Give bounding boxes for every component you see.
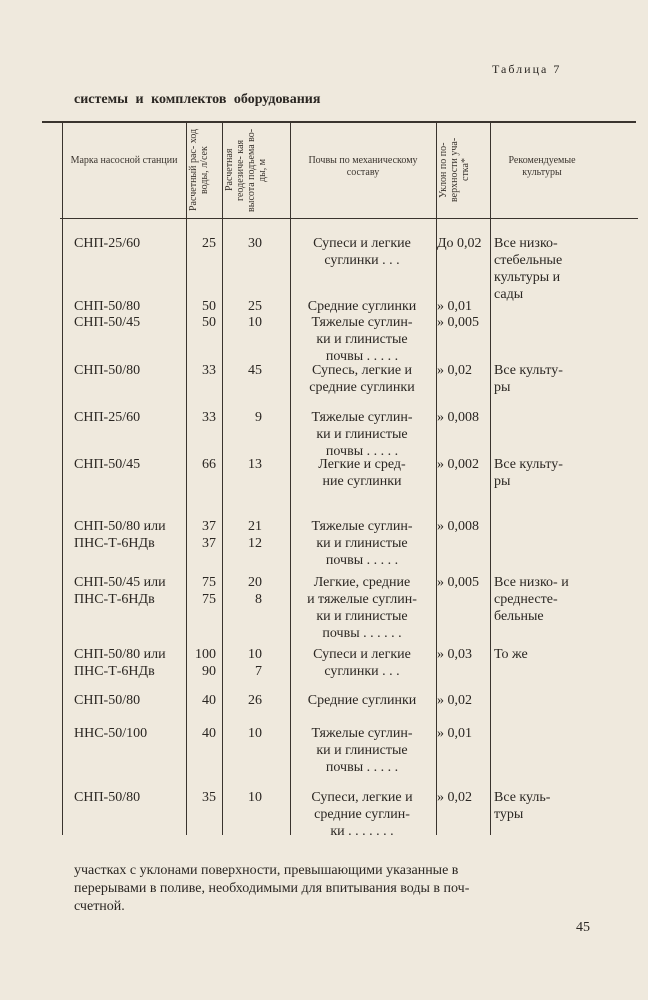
height-cell: 30 <box>248 236 262 251</box>
soil-cell: Тяжелые суглин- <box>311 519 413 534</box>
slope-cell: » 0,008 <box>437 410 479 425</box>
soil-cell: ки и глинистые <box>316 427 408 442</box>
height-cell: 26 <box>248 693 262 708</box>
soil-cell: Легкие, средние <box>313 575 411 590</box>
station-cell: ПНС-Т-6НДв <box>74 536 155 551</box>
crop-cell: среднесте- <box>494 592 558 607</box>
flow-cell: 33 <box>202 363 216 378</box>
soil-cell: и тяжелые суглин- <box>307 592 417 607</box>
column-divider <box>62 122 63 835</box>
height-cell: 21 <box>248 519 262 534</box>
soil-cell: ки и глинистые <box>316 609 408 624</box>
table-top-rule <box>42 121 636 123</box>
soil-cell: Супеси и легкие <box>313 236 411 251</box>
crop-cell: Все низко- <box>494 236 558 251</box>
height-cell: 10 <box>248 315 262 330</box>
crop-cell: Все низко- и <box>494 575 569 590</box>
height-cell: 10 <box>248 790 262 805</box>
slope-cell: » 0,008 <box>437 519 479 534</box>
height-cell: 13 <box>248 457 262 472</box>
slope-cell: » 0,02 <box>437 693 472 708</box>
table-heading: системы и комплектов оборудования <box>74 92 321 107</box>
column-header-slope: Уклон по по- верхности уча- стка* <box>438 137 471 203</box>
flow-cell: 37 <box>202 519 216 534</box>
station-cell: ПНС-Т-6НДв <box>74 592 155 607</box>
soil-cell: средние суглин- <box>314 807 410 822</box>
footnote-line: перерывами в поливе, необходимыми для впитывания воды в поч- <box>74 881 470 896</box>
soil-cell: Тяжелые суглин- <box>311 726 413 741</box>
height-cell: 7 <box>255 664 262 679</box>
station-cell: СНП-50/45 или <box>74 575 166 590</box>
flow-cell: 50 <box>202 299 216 314</box>
column-header-height: Расчетная геодезиче- кая высота подъема во- ды, м <box>224 128 268 212</box>
column-header-soils: Почвы по механическому составу <box>308 155 418 178</box>
soil-cell: почвы . . . . . . <box>322 626 402 641</box>
soil-cell: Супеси и легкие <box>313 647 411 662</box>
soil-cell: ки и глинистые <box>316 332 408 347</box>
station-cell: СНП-50/80 <box>74 693 141 708</box>
soil-cell: почвы . . . . . <box>325 349 399 364</box>
soil-cell: Супеси, легкие и <box>311 790 413 805</box>
flow-cell: 25 <box>202 236 216 251</box>
column-header-station: Марка насосной станции <box>70 155 178 166</box>
column-divider <box>290 122 291 835</box>
soil-cell: ки . . . . . . . <box>330 824 394 839</box>
slope-cell: » 0,02 <box>437 363 472 378</box>
table-header-rule <box>60 218 638 219</box>
table-label: Таблица 7 <box>492 62 562 76</box>
station-cell: СНП-50/45 <box>74 315 141 330</box>
flow-cell: 66 <box>202 457 216 472</box>
slope-cell: » 0,02 <box>437 790 472 805</box>
flow-cell: 35 <box>202 790 216 805</box>
flow-cell: 40 <box>202 726 216 741</box>
flow-cell: 37 <box>202 536 216 551</box>
flow-cell: 100 <box>195 647 216 662</box>
station-cell: СНП-50/45 <box>74 457 141 472</box>
station-cell: СНП-50/80 <box>74 363 141 378</box>
station-cell: СНП-50/80 или <box>74 647 166 662</box>
soil-cell: Легкие и сред- <box>318 457 406 472</box>
crop-cell: То же <box>494 647 528 662</box>
slope-cell: До 0,02 <box>437 236 482 251</box>
crop-cell: бельные <box>494 609 544 624</box>
slope-cell: » 0,002 <box>437 457 479 472</box>
soil-cell: ки и глинистые <box>316 743 408 758</box>
station-cell: СНП-25/60 <box>74 236 141 251</box>
slope-cell: » 0,01 <box>437 726 472 741</box>
flow-cell: 90 <box>202 664 216 679</box>
soil-cell: Тяжелые суглин- <box>311 410 413 425</box>
soil-cell: почвы . . . . . <box>325 444 399 459</box>
crop-cell: Все куль- <box>494 790 551 805</box>
flow-cell: 33 <box>202 410 216 425</box>
slope-cell: » 0,005 <box>437 315 479 330</box>
footnote-line: участках с уклонами поверхности, превышающими указанные в <box>74 863 459 878</box>
column-divider <box>222 122 223 835</box>
height-cell: 10 <box>248 647 262 662</box>
height-cell: 12 <box>248 536 262 551</box>
soil-cell: Супесь, легкие и <box>311 363 413 378</box>
crop-cell: стебельные <box>494 253 563 268</box>
footnote-line: счетной. <box>74 899 125 914</box>
station-cell: СНП-50/80 <box>74 299 141 314</box>
soil-cell: суглинки . . . <box>324 253 400 268</box>
page-number: 45 <box>576 920 590 935</box>
slope-cell: » 0,03 <box>437 647 472 662</box>
soil-cell: ние суглинки <box>322 474 402 489</box>
station-cell: СНП-25/60 <box>74 410 141 425</box>
soil-cell: Тяжелые суглин- <box>311 315 413 330</box>
column-header-flow: Расчетный рас- ход воды, л/сек <box>188 128 210 212</box>
height-cell: 45 <box>248 363 262 378</box>
column-divider <box>186 122 187 835</box>
soil-cell: ки и глинистые <box>316 536 408 551</box>
crop-cell: туры <box>494 807 524 822</box>
height-cell: 25 <box>248 299 262 314</box>
flow-cell: 75 <box>202 575 216 590</box>
soil-cell: почвы . . . . . <box>325 760 399 775</box>
flow-cell: 75 <box>202 592 216 607</box>
crop-cell: культуры и <box>494 270 561 285</box>
soil-cell: Средние суглинки <box>307 693 417 708</box>
crop-cell: сады <box>494 287 524 302</box>
station-cell: ПНС-Т-6НДв <box>74 664 155 679</box>
height-cell: 20 <box>248 575 262 590</box>
crop-cell: Все культу- <box>494 363 563 378</box>
soil-cell: Средние суглинки <box>307 299 417 314</box>
crop-cell: Все культу- <box>494 457 563 472</box>
crop-cell: ры <box>494 474 511 489</box>
station-cell: ННС-50/100 <box>74 726 148 741</box>
flow-cell: 50 <box>202 315 216 330</box>
height-cell: 10 <box>248 726 262 741</box>
height-cell: 8 <box>255 592 262 607</box>
slope-cell: » 0,005 <box>437 575 479 590</box>
soil-cell: средние суглинки <box>309 380 415 395</box>
height-cell: 9 <box>255 410 262 425</box>
flow-cell: 40 <box>202 693 216 708</box>
crop-cell: ры <box>494 380 511 395</box>
slope-cell: » 0,01 <box>437 299 472 314</box>
column-header-crops: Рекомендуемые культуры <box>508 155 576 178</box>
station-cell: СНП-50/80 или <box>74 519 166 534</box>
soil-cell: почвы . . . . . <box>325 553 399 568</box>
soil-cell: суглинки . . . <box>324 664 400 679</box>
station-cell: СНП-50/80 <box>74 790 141 805</box>
